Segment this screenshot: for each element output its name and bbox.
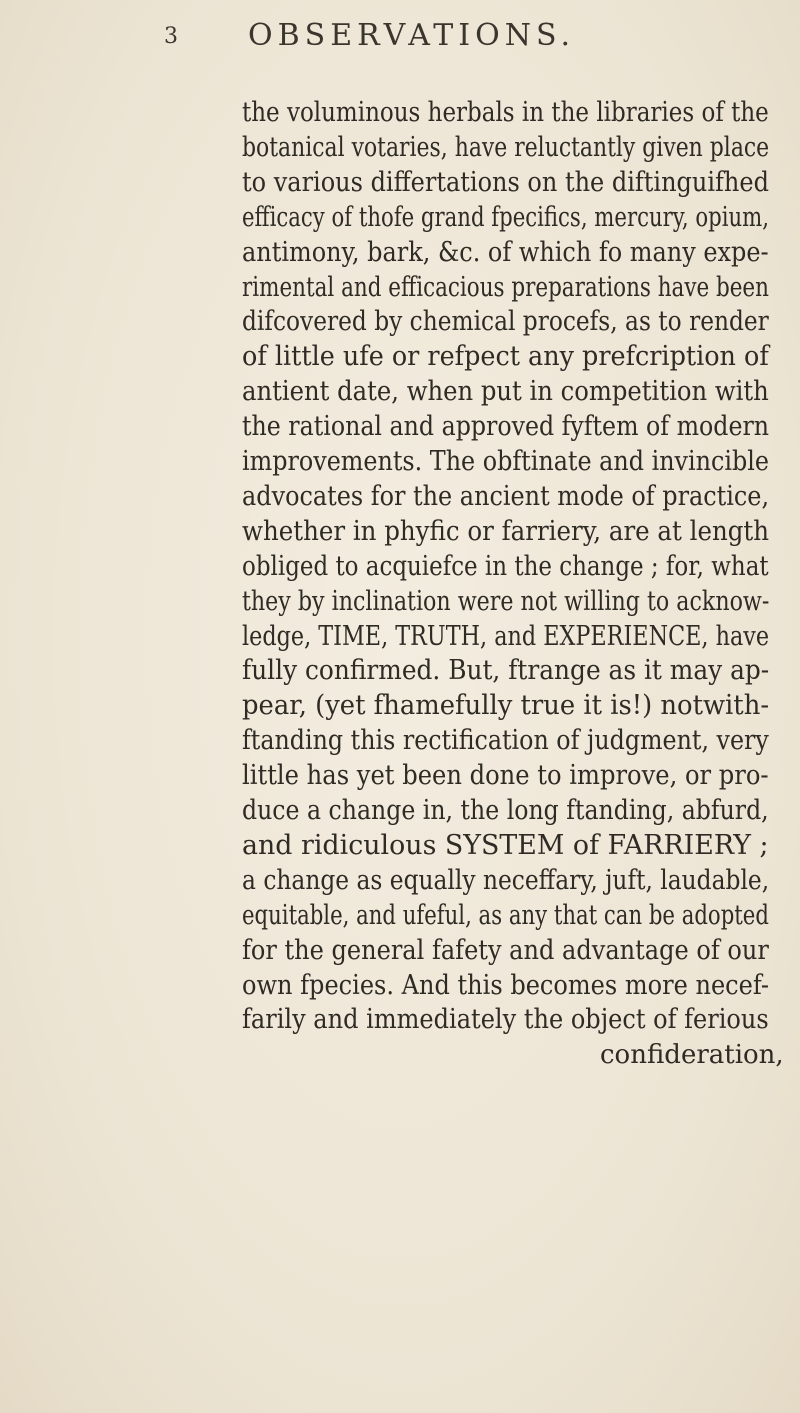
catchword: confideration,: [600, 1040, 784, 1071]
text-line: of little ufe or refpect any prefcription of: [242, 341, 769, 373]
text-line: efficacy of thofe grand fpecifics, mercury, opium,: [242, 201, 770, 233]
text-line: equitable, and ufeful, as any that can be adopted: [242, 899, 769, 931]
text-line: obliged to acquiefce in the change ; for, what: [242, 550, 769, 582]
text-line: and ridiculous SYSTEM of FARRIERY ;: [242, 829, 769, 861]
text-line: duce a change in, the long ftanding, abfurd,: [242, 795, 769, 826]
text-line: the voluminous herbals in the libraries of the: [242, 97, 769, 128]
text-line: antient date, when put in competition with: [242, 376, 769, 408]
text-line: botanical votaries, have reluctantly given place: [242, 131, 770, 163]
running-head: OBSERVATIONS.: [248, 18, 575, 53]
text-line: they by inclination were not willing to acknow-: [242, 585, 770, 617]
text-line: advocates for the ancient mode of practice,: [242, 480, 770, 512]
text-line: ledge, TIME, TRUTH, and EXPERIENCE, have: [242, 620, 770, 652]
text-line: fully confirmed. But, ftrange as it may ap-: [242, 655, 770, 687]
text-line: rimental and efficacious preparations have been: [242, 271, 769, 303]
text-line: a change as equally neceffary, juft, laudable,: [242, 864, 770, 896]
text-line: difcovered by chemical procefs, as to render: [242, 306, 769, 338]
page-header: [164, 18, 724, 68]
text-line: the rational and approved fyftem of modern: [242, 411, 770, 443]
text-line: antimony, bark, &c. of which fo many expe-: [242, 236, 769, 268]
text-line: own fpecies. And this becomes more necef-: [242, 969, 770, 1001]
page-number: 3: [164, 24, 178, 49]
text-line: whether in phyfic or farriery, are at length: [242, 515, 770, 547]
text-line: pear, (yet fhamefully true it is!) notwith-: [242, 690, 770, 722]
text-line: farily and immediately the object of ferious: [242, 1004, 769, 1036]
text-line: little has yet been done to improve, or pro-: [242, 760, 769, 792]
text-line: for the general fafety and advantage of our: [242, 934, 769, 966]
text-line: ftanding this rectification of judgment, very: [242, 725, 769, 757]
text-line: improvements. The obftinate and invincible: [242, 446, 769, 477]
text-line: to various differtations on the diftinguifhed: [242, 166, 769, 198]
